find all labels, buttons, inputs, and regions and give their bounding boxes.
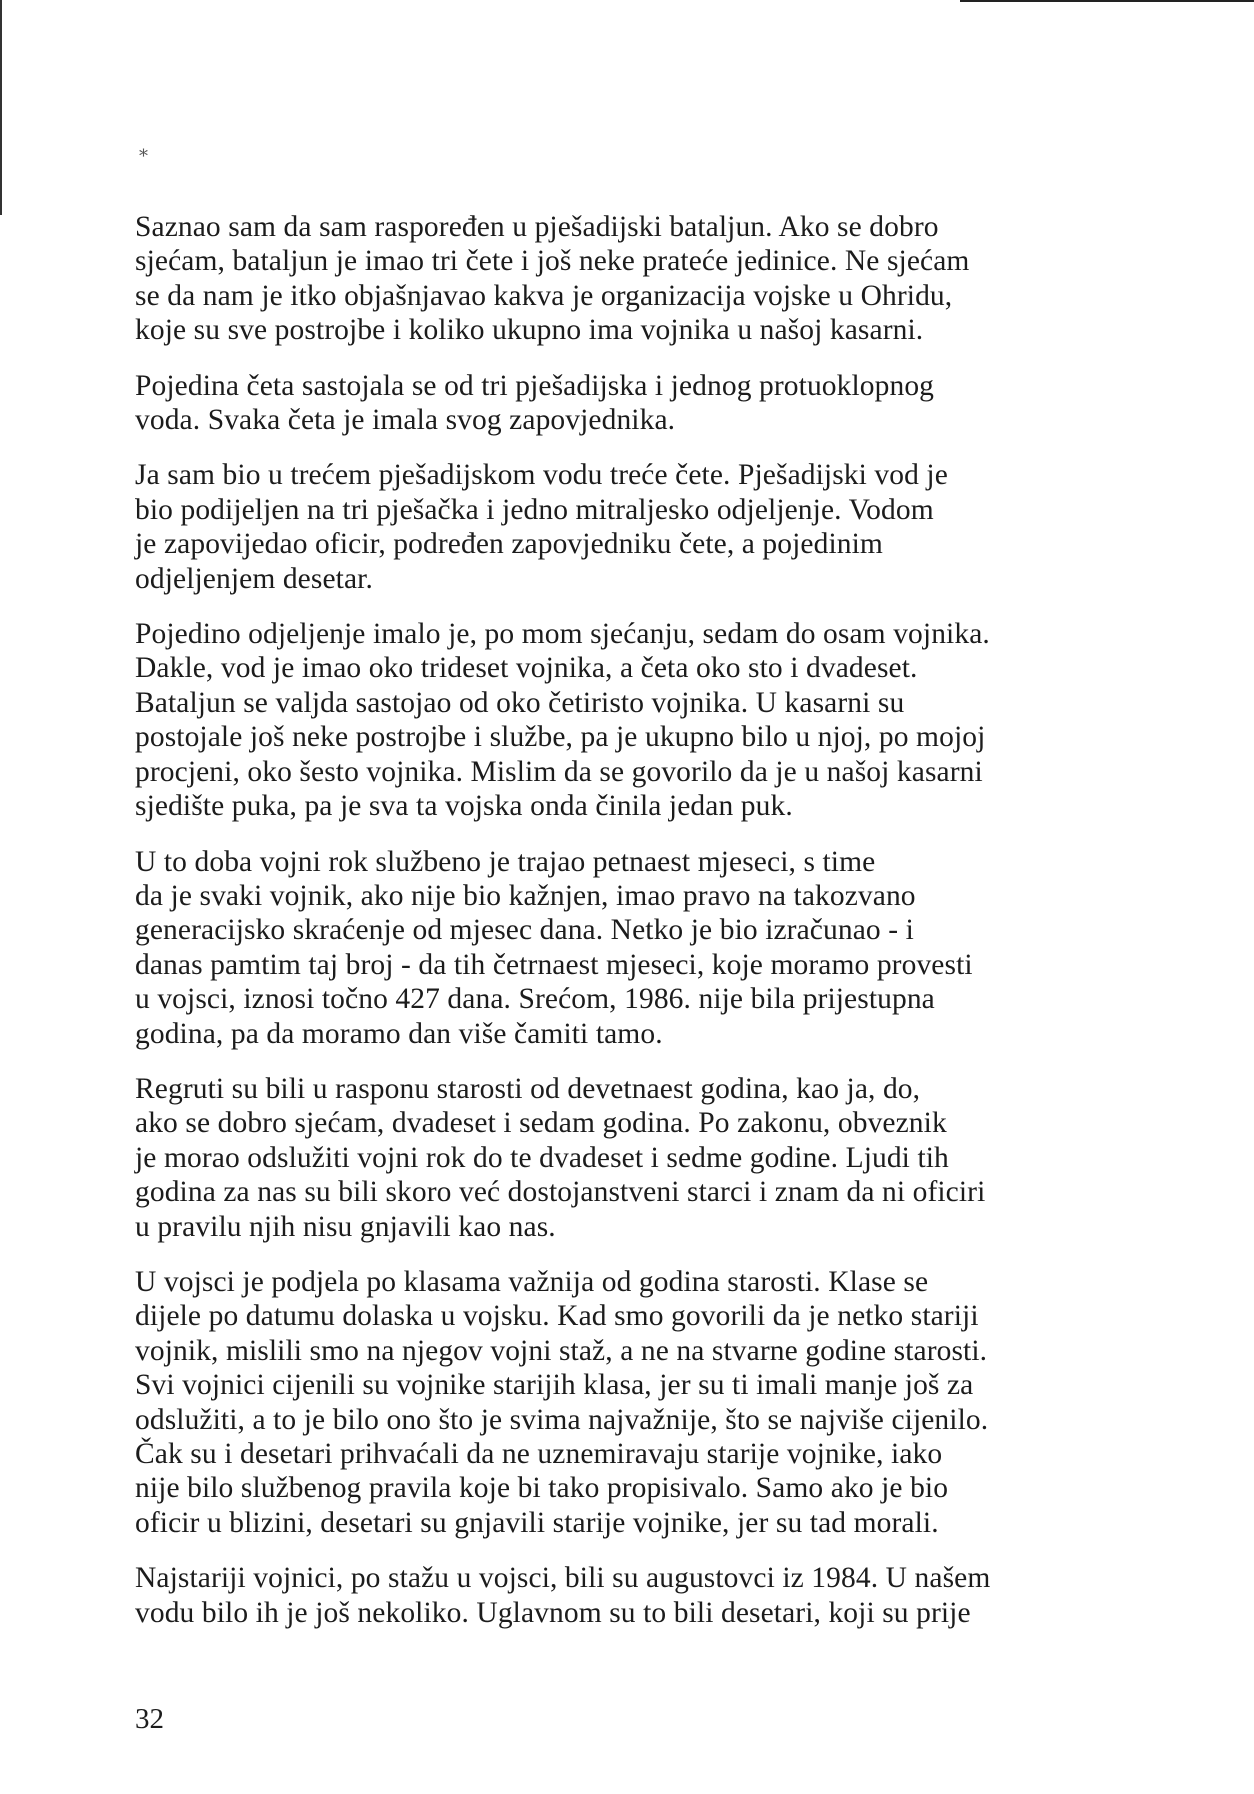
paragraph <box>135 369 1135 438</box>
paragraph <box>135 1265 1135 1540</box>
page-number: 32 <box>135 1703 164 1735</box>
text-line: koje su sve postrojbe i koliko ukupno ima vojnika u našoj kasarni. <box>135 314 924 347</box>
paragraph <box>135 1561 1135 1630</box>
text-line: sjedište puka, pa je sva ta vojska onda činila jedan puk. <box>135 790 793 823</box>
text-line: postojale još neke postrojbe i službe, pa je ukupno bilo u njoj, po mojoj <box>135 721 986 754</box>
text-line: je zapovijedao oficir, podređen zapovjedniku čete, a pojedinim <box>135 528 883 561</box>
text-line: je morao odslužiti vojni rok do te dvadeset i sedme godine. Ljudi tih <box>135 1141 949 1174</box>
paragraph <box>135 845 1135 1051</box>
text-line: Saznao sam da sam raspoređen u pješadijski bataljun. Ako se dobro <box>135 211 939 243</box>
text-line: ako se dobro sjećam, dvadeset i sedam godina. Po zakonu, obveznik <box>135 1107 947 1140</box>
text-line: Pojedino odjeljenje imalo je, po mom sjećanju, sedam do osam vojnika. <box>135 618 990 651</box>
text-line: vojnik, mislili smo na njegov vojni staž, a ne na stvarne godine starosti. <box>135 1334 988 1367</box>
text-line: godina za nas su bili skoro već dostojanstveni starci i znam da ni oficiri <box>135 1176 986 1209</box>
text-line: U to doba vojni rok službeno je trajao petnaest mjeseci, s time <box>135 845 876 878</box>
text-line: Čak su i desetari prihvaćali da ne uznemiravaju starije vojnike, iako <box>135 1438 943 1470</box>
paragraph <box>135 458 1135 596</box>
text-line: voda. Svaka četa je imala svog zapovjednika. <box>135 404 676 437</box>
text-line: sjećam, bataljun je imao tri čete i još neke prateće jedinice. Ne sjećam <box>135 245 970 278</box>
text-line: U vojsci je podjela po klasama važnija od godina starosti. Klase se <box>135 1265 929 1298</box>
text-line: se da nam je itko objašnjavao kakva je organizacija vojske u Ohridu, <box>135 279 953 312</box>
text-line: Bataljun se valjda sastojao od oko četiristo vojnika. U kasarni su <box>135 686 905 719</box>
text-line: generacijsko skraćenje od mjesec dana. Netko je bio izračunao - i <box>135 914 914 947</box>
scan-edge-top <box>960 0 1254 2</box>
text-line: u pravilu njih nisu gnjavili kao nas. <box>135 1210 556 1243</box>
text-line: nije bilo službenog pravila koje bi tako propisivalo. Samo ako je bio <box>135 1472 949 1505</box>
text-line: da je svaki vojnik, ako nije bio kažnjen, imao pravo na takozvano <box>135 879 916 912</box>
text-line: Dakle, vod je imao oko trideset vojnika, a četa oko sto i dvadeset. <box>135 652 918 685</box>
section-ornament: * <box>139 146 148 167</box>
text-line: odjeljenjem desetar. <box>135 562 373 595</box>
text-line: danas pamtim taj broj - da tih četrnaest mjeseci, koje moramo provesti <box>135 948 973 981</box>
paragraph <box>135 617 1135 823</box>
text-line: bio podijeljen na tri pješačka i jedno mitraljesko odjeljenje. Vodom <box>135 493 934 526</box>
text-line: Regruti su bili u rasponu starosti od devetnaest godina, kao ja, do, <box>135 1072 921 1105</box>
text-line: Pojedina četa sastojala se od tri pješadijska i jednog protuoklopnog <box>135 369 935 402</box>
scan-edge-left <box>0 0 2 215</box>
text-line: godina, pa da moramo dan više čamiti tamo. <box>135 1017 663 1050</box>
body-text <box>135 210 1135 1651</box>
text-line: odslužiti, a to je bilo ono što je svima najvažnije, što se najviše cijenilo. <box>135 1403 989 1436</box>
text-line: Ja sam bio u trećem pješadijskom vodu treće čete. Pješadijski vod je <box>135 459 948 492</box>
text-line: procjeni, oko šesto vojnika. Mislim da se govorilo da je u našoj kasarni <box>135 755 983 788</box>
text-line: Svi vojnici cijenili su vojnike starijih klasa, jer su ti imali manje još za <box>135 1369 974 1402</box>
paragraph <box>135 210 1135 348</box>
text-line: dijele po datumu dolaska u vojsku. Kad smo govorili da je netko stariji <box>135 1300 979 1333</box>
text-line: Najstariji vojnici, po stažu u vojsci, bili su augustovci iz 1984. U našem <box>135 1562 991 1595</box>
paragraph <box>135 1072 1135 1244</box>
text-line: u vojsci, iznosi točno 427 dana. Srećom, 1986. nije bila prijestupna <box>135 983 935 1016</box>
text-line: vodu bilo ih je još nekoliko. Uglavnom su to bili desetari, koji su prije <box>135 1596 971 1629</box>
text-line: oficir u blizini, desetari su gnjavili starije vojnike, jer su tad morali. <box>135 1506 939 1539</box>
